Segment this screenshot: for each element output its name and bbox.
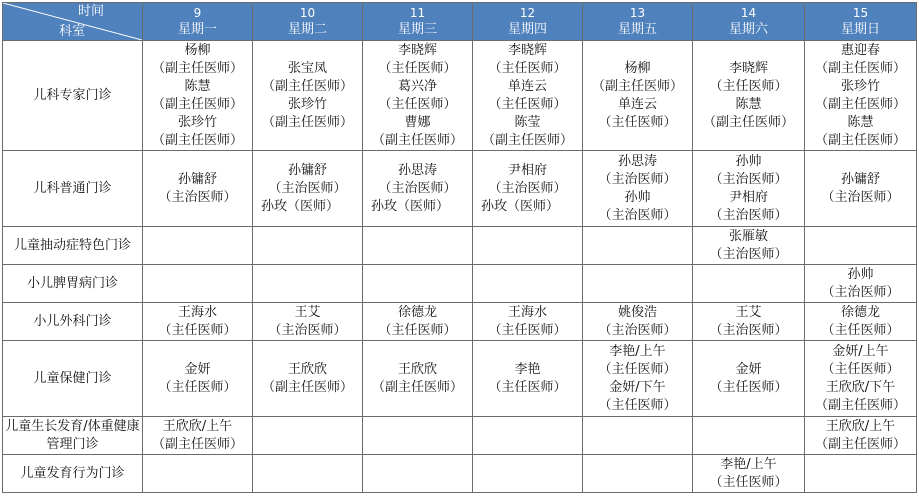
schedule-cell [583, 227, 693, 265]
schedule-cell [805, 265, 917, 303]
doctor-entry: （主治医师） [268, 180, 347, 196]
schedule-cell [473, 341, 583, 417]
corner-time-label: 时间 [77, 4, 104, 19]
doctor-entry: （主任医师） [488, 322, 567, 338]
doctor-entry: 姚俊浩 [617, 304, 657, 320]
schedule-cell [253, 455, 363, 493]
doctor-entry: 尹相府 [507, 162, 547, 178]
doctor-entry: 王艾 [294, 304, 321, 320]
doctor-entry: 孙思涛 [617, 153, 657, 169]
doctor-entry: （主任医师） [488, 379, 567, 395]
doctor-entry: 李艳 [514, 361, 541, 377]
schedule-row [3, 151, 917, 227]
schedule-cell [363, 455, 473, 493]
department-name: 儿科专家门诊 [3, 41, 143, 151]
day-weekday: 星期二 [287, 21, 327, 37]
schedule-cell [473, 417, 583, 455]
schedule-cell [253, 417, 363, 455]
department-name: 儿童抽动症特色门诊 [3, 227, 143, 265]
doctor-entry: 王欣欣/上午 [162, 418, 233, 434]
doctor-entry: 王欣欣/下午 [825, 379, 896, 395]
department-name: 儿童保健门诊 [3, 341, 143, 417]
schedule-cell [143, 303, 253, 341]
schedule-cell [473, 151, 583, 227]
day-header [473, 3, 583, 41]
schedule-cell [363, 341, 473, 417]
schedule-cell [805, 417, 917, 455]
doctor-entry: （副主任医师） [481, 132, 573, 148]
doctor-entry: （主任医师） [488, 60, 567, 76]
doctor-entry: （主任医师） [821, 361, 900, 377]
schedule-cell [583, 455, 693, 493]
doctor-entry: （主治医师） [158, 189, 237, 205]
schedule-cell [253, 151, 363, 227]
doctor-entry: 张珍竹 [287, 96, 327, 112]
doctor-entry: 孙帅 [847, 266, 874, 282]
department-name: 小儿外科门诊 [3, 303, 143, 341]
day-header [253, 3, 363, 41]
doctor-entry: 李晓辉 [728, 60, 768, 76]
department-name: 儿科普通门诊 [3, 151, 143, 227]
doctor-entry: （副主任医师） [814, 436, 906, 452]
doctor-entry: （主任医师） [598, 397, 677, 413]
schedule-cell [693, 227, 805, 265]
doctor-entry: 王欣欣 [287, 361, 327, 377]
schedule-row [3, 41, 917, 151]
doctor-entry: （主治医师） [268, 322, 347, 338]
schedule-cell [805, 455, 917, 493]
doctor-entry: （副主任医师） [814, 96, 906, 112]
day-number: 14 [740, 5, 757, 20]
doctor-entry: 孙玫（医师） [481, 198, 560, 214]
schedule-row [3, 227, 917, 265]
schedule-cell [693, 341, 805, 417]
schedule-cell [363, 227, 473, 265]
doctor-entry: （副主任医师） [261, 114, 353, 130]
schedule-cell [473, 455, 583, 493]
doctor-entry: （主任医师） [378, 60, 457, 76]
doctor-entry: 孙镛舒 [177, 171, 217, 187]
doctor-entry: 曹娜 [404, 114, 431, 130]
day-number: 9 [193, 5, 202, 20]
header-row [3, 3, 917, 41]
day-weekday: 星期日 [840, 21, 880, 37]
schedule-cell [693, 41, 805, 151]
corner-dept-label: 科室 [59, 24, 86, 39]
day-weekday: 星期一 [177, 21, 217, 37]
day-number: 11 [409, 5, 426, 20]
schedule-cell [473, 41, 583, 151]
schedule-cell [473, 265, 583, 303]
doctor-entry: 孙玫（医师） [371, 198, 450, 214]
schedule-cell [253, 227, 363, 265]
doctor-entry: （主任医师） [378, 322, 457, 338]
schedule-cell [253, 303, 363, 341]
day-header [363, 3, 473, 41]
doctor-entry: （副主任医师） [151, 132, 243, 148]
doctor-entry: （主治医师） [598, 322, 677, 338]
schedule-cell [143, 227, 253, 265]
schedule-cell [253, 41, 363, 151]
doctor-entry: 单连云 [507, 78, 547, 94]
doctor-entry: 李艳/上午 [609, 343, 666, 359]
schedule-cell [583, 265, 693, 303]
doctor-entry: （副主任医师） [371, 379, 463, 395]
doctor-entry: （主任医师） [709, 379, 788, 395]
doctor-entry: 杨柳 [624, 60, 651, 76]
doctor-entry: 孙镛舒 [840, 171, 880, 187]
doctor-entry: 杨柳 [184, 42, 211, 58]
day-weekday: 星期五 [617, 21, 657, 37]
doctor-entry: （主治医师） [709, 322, 788, 338]
doctor-entry: 陈莹 [514, 114, 541, 130]
day-header [143, 3, 253, 41]
doctor-entry: （主治医师） [598, 171, 677, 187]
doctor-entry: 单连云 [617, 96, 657, 112]
doctor-entry: 李晓辉 [507, 42, 547, 58]
day-header [693, 3, 805, 41]
schedule-cell [805, 341, 917, 417]
schedule-cell [583, 417, 693, 455]
doctor-entry: 王海水 [507, 304, 547, 320]
department-name: 小儿脾胃病门诊 [3, 265, 143, 303]
day-number: 15 [852, 5, 869, 20]
doctor-entry: 张雁敏 [728, 228, 768, 244]
doctor-entry: （副主任医师） [261, 379, 353, 395]
doctor-entry: 金妍 [735, 361, 762, 377]
schedule-cell [253, 265, 363, 303]
doctor-entry: 陈慧 [735, 96, 762, 112]
doctor-entry: 张珍竹 [840, 78, 880, 94]
schedule-body [3, 41, 917, 493]
schedule-cell [583, 151, 693, 227]
schedule-cell [693, 303, 805, 341]
doctor-entry: 陈慧 [184, 78, 211, 94]
day-number: 10 [299, 5, 316, 20]
day-header [805, 3, 917, 41]
day-number: 12 [519, 5, 536, 20]
doctor-entry: （主治医师） [821, 284, 900, 300]
schedule-cell [143, 455, 253, 493]
doctor-entry: （主治医师） [709, 246, 788, 262]
schedule-row [3, 455, 917, 493]
doctor-entry: 张宝凤 [287, 60, 327, 76]
schedule-cell [253, 341, 363, 417]
day-number: 13 [629, 5, 646, 20]
schedule-cell [363, 151, 473, 227]
doctor-entry: （主任医师） [488, 96, 567, 112]
doctor-entry: （主治医师） [821, 189, 900, 205]
schedule-cell [693, 151, 805, 227]
doctor-entry: 孙帅 [624, 189, 651, 205]
schedule-cell [693, 265, 805, 303]
doctor-entry: （副主任医师） [814, 397, 906, 413]
doctor-entry: 孙玫（医师） [261, 198, 340, 214]
doctor-entry: 张珍竹 [177, 114, 217, 130]
schedule-cell [363, 417, 473, 455]
doctor-entry: （副主任医师） [151, 60, 243, 76]
doctor-entry: 王欣欣 [397, 361, 437, 377]
doctor-entry: （主治医师） [488, 180, 567, 196]
schedule-cell [805, 41, 917, 151]
doctor-entry: 徐德龙 [840, 304, 880, 320]
day-weekday: 星期四 [507, 21, 547, 37]
schedule-row [3, 341, 917, 417]
schedule-cell [583, 303, 693, 341]
doctor-entry: （副主任医师） [261, 78, 353, 94]
doctor-entry: 葛兴净 [397, 78, 437, 94]
schedule-cell [805, 151, 917, 227]
doctor-entry: （主任医师） [598, 361, 677, 377]
doctor-entry: 金妍/上午 [832, 343, 889, 359]
clinic-schedule-table [2, 2, 917, 493]
doctor-entry: （副主任医师） [371, 132, 463, 148]
schedule-row [3, 265, 917, 303]
doctor-entry: 金妍 [184, 361, 211, 377]
doctor-entry: （副主任医师） [151, 436, 243, 452]
doctor-entry: （主任医师） [158, 322, 237, 338]
schedule-cell [143, 341, 253, 417]
schedule-cell [805, 303, 917, 341]
schedule-cell [363, 265, 473, 303]
doctor-entry: （主治医师） [709, 171, 788, 187]
doctor-entry: 李晓辉 [397, 42, 437, 58]
doctor-entry: 孙镛舒 [287, 162, 327, 178]
schedule-cell [143, 265, 253, 303]
doctor-entry: 尹相府 [728, 189, 768, 205]
schedule-cell [473, 303, 583, 341]
day-weekday: 星期六 [728, 21, 768, 37]
day-weekday: 星期三 [397, 21, 437, 37]
doctor-entry: （主治医师） [598, 207, 677, 223]
schedule-cell [583, 41, 693, 151]
doctor-entry: （副主任医师） [591, 78, 683, 94]
schedule-row [3, 303, 917, 341]
doctor-entry: 李艳/上午 [720, 456, 777, 472]
doctor-entry: 陈慧 [847, 114, 874, 130]
schedule-cell [473, 227, 583, 265]
doctor-entry: 孙帅 [735, 153, 762, 169]
schedule-cell [805, 227, 917, 265]
doctor-entry: （主任医师） [821, 322, 900, 338]
schedule-cell [143, 151, 253, 227]
doctor-entry: （副主任医师） [151, 96, 243, 112]
doctor-entry: （副主任医师） [814, 132, 906, 148]
doctor-entry: 金妍/下午 [609, 379, 666, 395]
doctor-entry: （主任医师） [709, 78, 788, 94]
doctor-entry: 王艾 [735, 304, 762, 320]
doctor-entry: 惠迎春 [840, 42, 880, 58]
doctor-entry: 王海水 [177, 304, 217, 320]
schedule-cell [363, 41, 473, 151]
doctor-entry: （主任医师） [158, 379, 237, 395]
schedule-cell [363, 303, 473, 341]
schedule-cell [583, 341, 693, 417]
doctor-entry: （副主任医师） [814, 60, 906, 76]
schedule-cell [143, 41, 253, 151]
doctor-entry: （主任医师） [709, 474, 788, 490]
schedule-cell [143, 417, 253, 455]
doctor-entry: （主任医师） [378, 96, 457, 112]
doctor-entry: （主任医师） [598, 114, 677, 130]
doctor-entry: 孙思涛 [397, 162, 437, 178]
doctor-entry: （副主任医师） [702, 114, 794, 130]
doctor-entry: 王欣欣/上午 [825, 418, 896, 434]
corner-header-cell [3, 3, 143, 41]
schedule-row [3, 417, 917, 455]
doctor-entry: 徐德龙 [397, 304, 437, 320]
schedule-cell [693, 417, 805, 455]
department-name: 儿童发育行为门诊 [3, 455, 143, 493]
day-header [583, 3, 693, 41]
schedule-cell [693, 455, 805, 493]
doctor-entry: （主治医师） [378, 180, 457, 196]
doctor-entry: （主治医师） [709, 207, 788, 223]
department-name: 儿童生长发育/体重健康管理门诊 [3, 417, 143, 455]
